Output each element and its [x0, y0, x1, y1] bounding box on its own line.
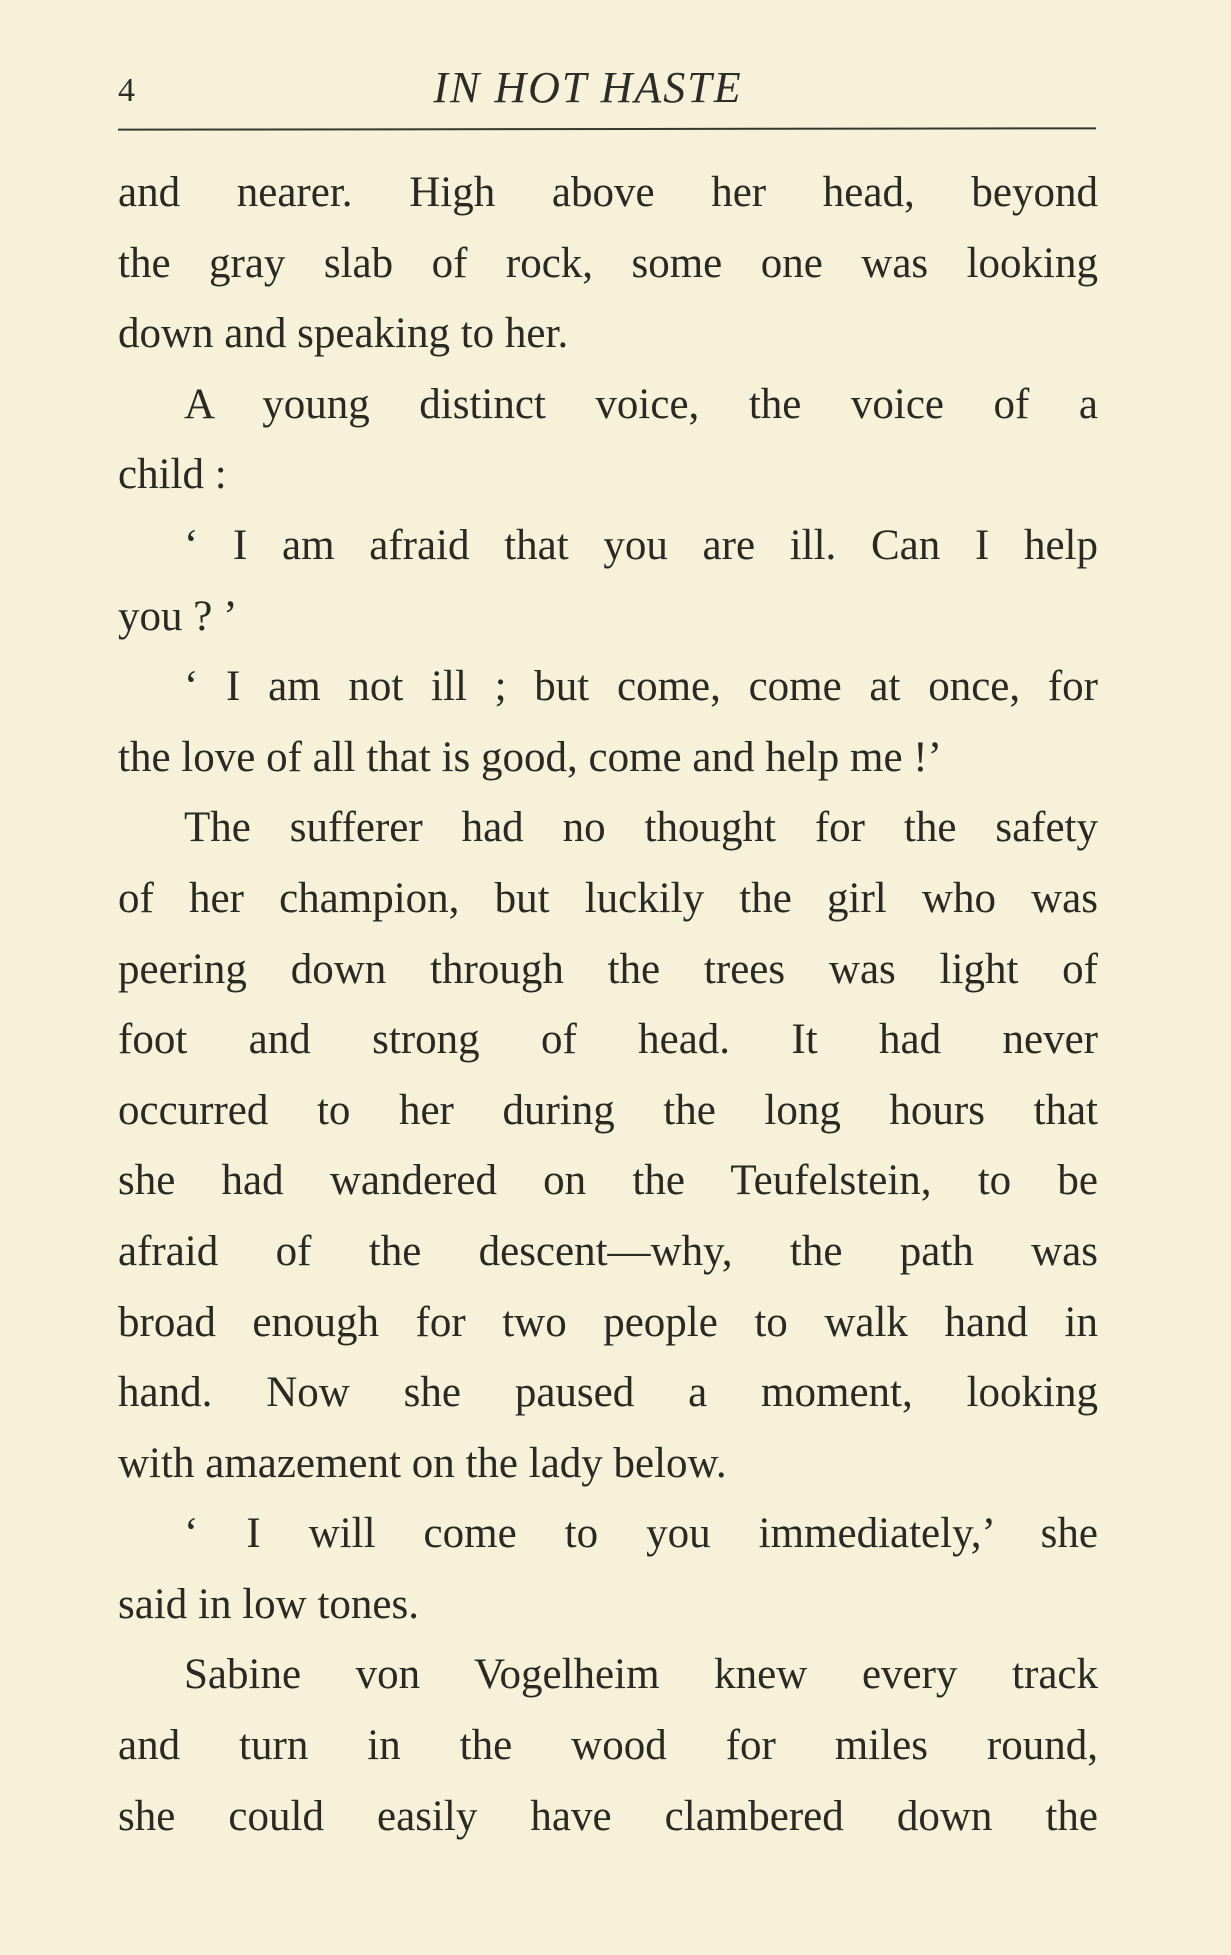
- page-number: 4: [118, 72, 135, 109]
- text-line: foot and strong of head. It had never: [118, 1016, 1098, 1064]
- text-line: A young distinct voice, the voice of a: [184, 380, 1098, 428]
- text-line: ‘ I will come to you immediately,’ she: [184, 1510, 1098, 1558]
- paragraph: [118, 1499, 1098, 1640]
- text-line: the love of all that is good, come and help me !’: [118, 733, 942, 781]
- paragraph: [118, 793, 1098, 1499]
- text-line: peering down through the trees was light of: [118, 945, 1098, 993]
- text-line: you ? ’: [118, 592, 238, 640]
- text-line: The sufferer had no thought for the safety: [184, 804, 1098, 852]
- text-line: broad enough for two people to walk hand in: [118, 1298, 1098, 1346]
- text-line: down and speaking to her.: [118, 310, 569, 358]
- text-line: and nearer. High above her head, beyond: [118, 169, 1098, 216]
- text-line: with amazement on the lady below.: [118, 1439, 727, 1487]
- header-rule: [118, 127, 1096, 130]
- text-line: she could easily have clambered down the: [118, 1792, 1098, 1840]
- paragraph: [118, 158, 1098, 370]
- paragraph: [118, 370, 1098, 511]
- paragraph: [118, 1640, 1098, 1852]
- text-line: she had wandered on the Teufelstein, to be: [118, 1157, 1098, 1205]
- running-title: IN HOT HASTE: [433, 63, 743, 112]
- text-line: ‘ I am afraid that you are ill. Can I help: [184, 521, 1098, 569]
- text-line: afraid of the descent—why, the path was: [118, 1227, 1098, 1275]
- text-line: of her champion, but luckily the girl who was: [118, 874, 1098, 922]
- paragraph: [118, 652, 1098, 793]
- text-line: and turn in the wood for miles round,: [118, 1722, 1098, 1770]
- text-line: hand. Now she paused a moment, looking: [118, 1369, 1098, 1417]
- text-line: said in low tones.: [118, 1580, 419, 1628]
- text-line: child :: [118, 451, 227, 499]
- paragraph: [118, 511, 1098, 652]
- body-text: [118, 158, 1098, 1852]
- running-head: [118, 62, 1098, 122]
- text-line: occurred to her during the long hours that: [118, 1086, 1098, 1134]
- text-line: ‘ I am not ill ; but come, come at once, for: [184, 663, 1098, 711]
- text-line: the gray slab of rock, some one was looking: [118, 239, 1098, 287]
- text-line: Sabine von Vogelheim knew every track: [184, 1651, 1098, 1699]
